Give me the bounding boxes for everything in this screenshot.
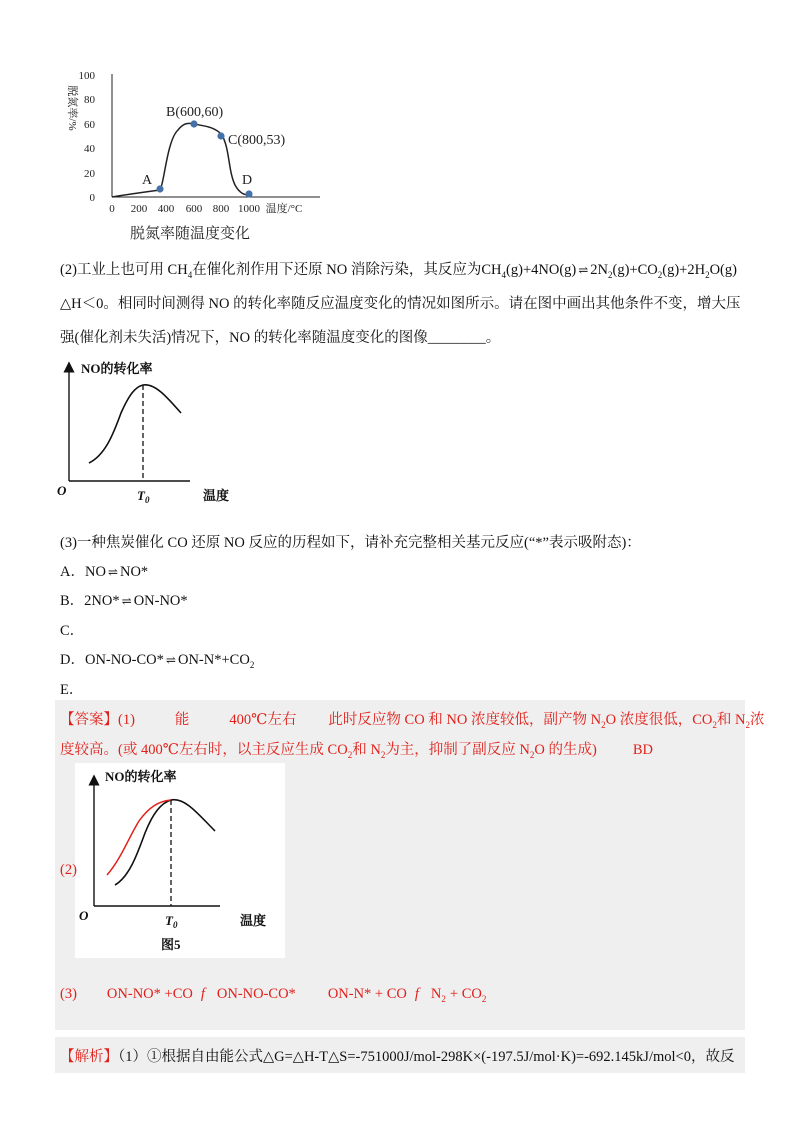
sub: 2 [705,269,710,280]
sub: 2 [347,749,353,760]
x-tick-label: 1000 [238,203,260,215]
sub: 2 [712,719,717,730]
eq-part: (g)+CO [612,262,658,278]
t0-label [165,913,178,930]
text: 此时反应物 CO 和 NO 浓度较低，副产物 N [328,712,602,728]
text: (1) [118,712,135,728]
text: 能 [174,712,190,728]
q3-option-c: C． [60,623,85,639]
sub: 2 [601,719,606,730]
no-conversion-graph [55,355,255,515]
origin-label: O [57,483,67,498]
eq-part: (g)+4NO(g) [506,262,577,278]
eq-part: CH [481,262,502,278]
sub: 2 [745,719,750,730]
x-tick-label: 200 [130,203,148,215]
equilibrium-arrow-icon: ⇌ [121,594,132,608]
opt-text: D．ON-NO-CO* [60,652,164,668]
eq-part: (g)+2H [662,262,706,278]
sub: 2 [657,269,663,280]
x-axis-label: 温度/°C [265,203,303,215]
y-axis-label: 脱氮率/% [66,85,78,131]
t0-sub: 0 [172,920,178,930]
equilibrium-arrow-icon: ⇌ [107,565,118,579]
answer-tag: 【答案】 [60,712,118,728]
text: 为主，抑制了副反应 N [385,742,530,758]
point-d-label: D [242,173,253,188]
text: f [414,986,419,1002]
analysis-line [60,1045,734,1066]
point-b-label: B(600,60) [166,105,224,120]
denitrification-chart [60,60,340,245]
q3-intro: (3)一种焦炭催化 CO 还原 NO 反应的历程如下，请补充完整相关基元反应(“*”表示吸附态)： [60,535,641,551]
x-tick-label: 600 [185,203,203,215]
text: 度较高。(或 400℃左右时，以主反应生成 CO [60,742,348,758]
answer-line1 [60,708,764,730]
eq-part: 2N [590,262,609,278]
opt-text: B．2NO* [60,593,120,609]
point-b-marker [190,120,197,127]
q2-line3: 强(催化剂未失活)情况下，NO 的转化率随温度变化的图像________。 [60,330,501,346]
point-a-marker [156,185,163,192]
origin-label: O [79,908,89,923]
equilibrium-arrow-icon: ⇌ [578,263,589,277]
conversion-curve [89,385,181,463]
graph-xlabel: 温度 [240,913,267,928]
analysis-text: （1）①根据自由能公式△G=△H-T△S=-751000J/mol-298K×(-197.5J/mol·K)=-692.145kJ/mol<0，故反 [118,1049,735,1065]
chart-caption: 脱氮率随温度变化 [129,226,251,242]
x-tick-label: 800 [212,203,230,215]
y-tick-label: 60 [84,119,95,131]
opt-text: NO* [119,564,149,580]
point-c-label: C(800,53) [228,133,286,148]
opt-text: ON-NO* [133,593,188,609]
sub: 2 [529,749,535,760]
point-c-marker [217,132,224,139]
opt-text: ON-N*+CO [177,652,250,668]
q3-option-e: E． [60,682,84,698]
sub: 4 [187,269,193,280]
q3-option-d [60,648,254,670]
text: 和 N [352,742,381,758]
t0-sub: 0 [144,495,150,505]
sub: 4 [501,269,507,280]
text: 浓 [749,712,765,728]
x-tick-label: 0 [109,203,115,215]
answer-part2-label: (2) [60,862,77,878]
sub: 2 [608,269,613,280]
text: (3) [60,986,77,1002]
text: N [430,986,442,1002]
answer-line2 [60,738,653,760]
text: f [200,986,205,1002]
text: ON-NO-CO* [216,986,296,1002]
sub: 2 [380,749,386,760]
t0-label [137,488,150,505]
y-tick-label: 40 [84,143,95,155]
graph-xlabel: 温度 [203,488,230,503]
point-a-label: A [142,173,153,188]
sub: 2 [481,993,487,1004]
t0-main: T [165,913,173,928]
text: ON-NO* +CO [106,986,193,1002]
text: BD [632,742,654,758]
sub: 2 [249,659,255,670]
equilibrium-arrow-icon: ⇌ [165,653,176,667]
text: O 浓度很低，CO [605,712,713,728]
t0-main: T [137,488,145,503]
q2-equation [481,262,737,278]
q2-line1 [60,258,737,280]
y-tick-label: 20 [84,168,95,180]
graph-ylabel: NO的转化率 [105,769,177,784]
y-tick-label: 100 [78,70,95,82]
opt-text: A．NO [60,564,106,580]
original-curve [115,800,215,885]
q2-line2: △H＜0。相同时间测得 NO 的转化率随反应温度变化的情况如图所示。请在图中画出其他条件不变，增大压 [60,296,741,312]
text: 400℃左右 [229,712,297,728]
y-tick-label: 0 [89,192,95,204]
q3-option-b [60,589,188,610]
point-d-marker [245,190,252,197]
y-tick-label: 80 [84,94,95,106]
analysis-tag: 【解析】 [60,1049,118,1065]
graph-ylabel: NO的转化率 [81,361,153,376]
text: 和 N [716,712,746,728]
text: ON-N* + CO [327,986,407,1002]
text: + CO [449,986,482,1002]
q2-text: 在催化剂作用下还原 NO 消除污染，其反应为 [192,262,482,278]
x-tick-label: 400 [157,203,175,215]
answer-line3 [60,986,486,1004]
q3-option-a [60,560,148,581]
high-pressure-curve [107,800,171,875]
sub: 2 [441,993,446,1004]
figure-caption: 图5 [161,937,181,952]
text: O 的生成) [534,742,597,758]
eq-part: O(g) [709,262,737,278]
answer-graph [75,763,285,958]
q2-text: (2)工业上也可用 CH [60,262,188,278]
